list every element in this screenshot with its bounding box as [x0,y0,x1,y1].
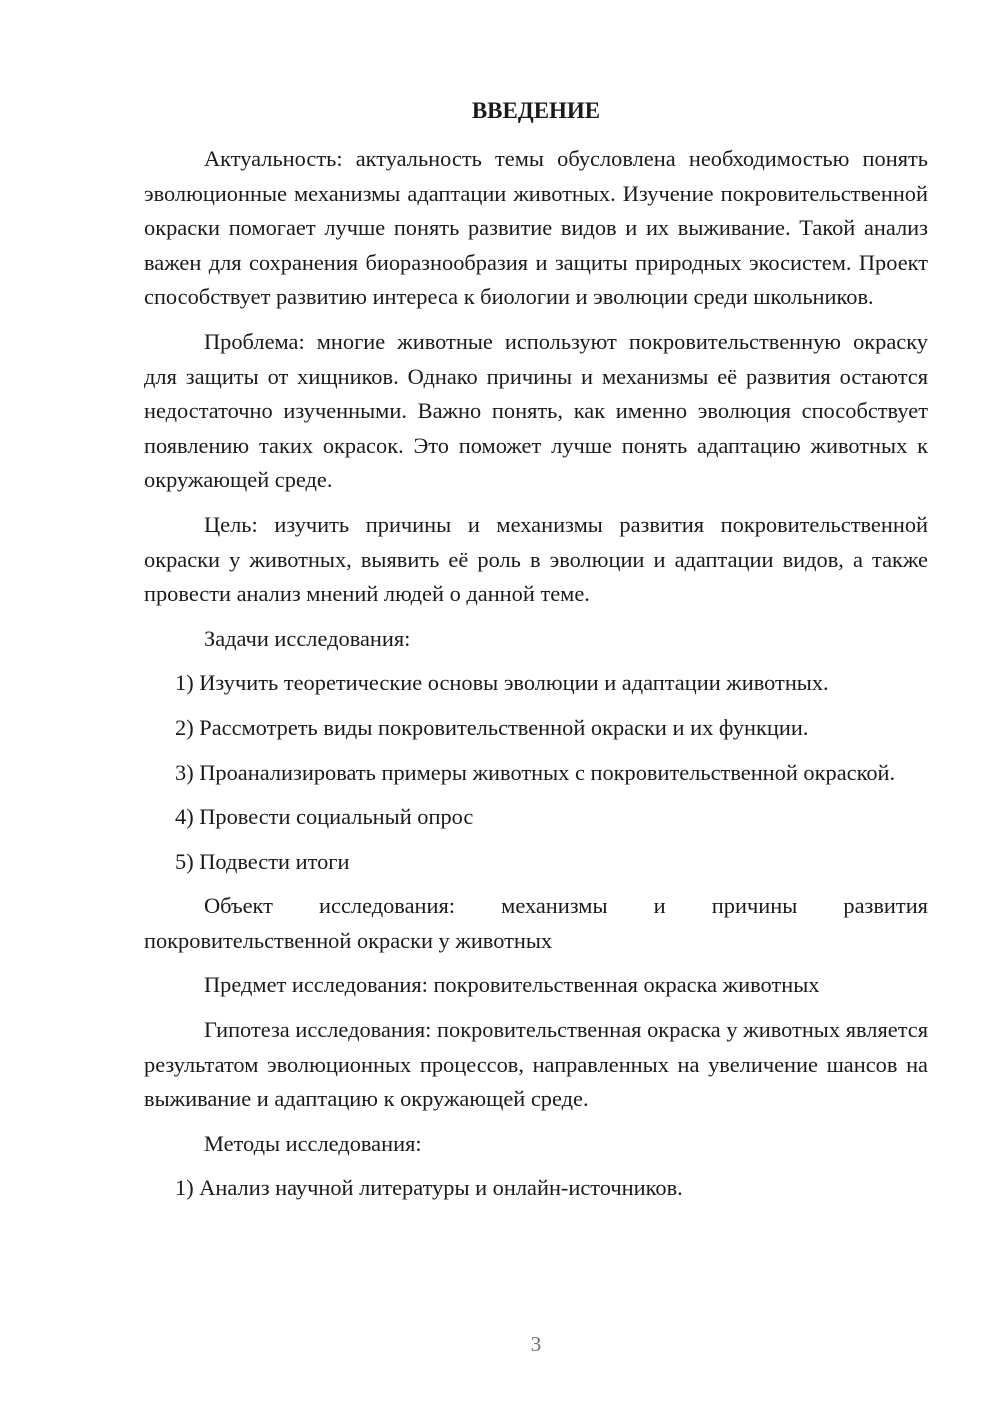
problem-paragraph: Проблема: многие животные используют покровительственную окраску для защиты от хищников. Однако причины и механизмы её развития остаются недостаточно изученными. Важно понять, как именно эволюция способствует появлению таких окрасок. Это поможет лучше понять адаптацию животных к окружающей среде. [144,328,928,493]
page-number: 3 [530,1332,542,1356]
method-item-1: 1) Анализ научной литературы и онлайн-источников. [175,1175,683,1201]
subject-paragraph: Предмет исследования: покровительственная окраска животных [204,972,820,998]
hypothesis-paragraph: Гипотеза исследования: покровительственная окраска у животных является результатом эволюционных процессов, направленных на увеличение шансов на выживание и адаптацию к окружающей среде. [144,1017,928,1112]
body-text [144,142,928,1216]
task-item-2: 2) Рассмотреть виды покровительственной окраски и их функции. [175,714,809,740]
task-item-4: 4) Провести социальный опрос [175,804,474,830]
goal-paragraph: Цель: изучить причины и механизмы развития покровительственной окраски у животных, выявить её роль в эволюции и адаптации видов, а также провести анализ мнений людей о данной теме. [144,511,928,607]
methods-heading: Методы исследования: [204,1130,422,1156]
object-paragraph: Объект исследования: механизмы и причины развития покровительственной окраски у животных [144,893,928,953]
task-item-5: 5) Подвести итоги [175,848,350,874]
task-item-3: 3) Проанализировать примеры животных с покровительственной окраской. [175,759,896,785]
task-item-1: 1) Изучить теоретические основы эволюции и адаптации животных. [175,670,829,696]
tasks-heading: Задачи исследования: [204,625,411,651]
page-title: ВВЕДЕНИЕ [471,98,601,123]
relevance-paragraph: Актуальность: актуальность темы обусловлена необходимостью понять эволюционные механизмы адаптации животных. Изучение покровительственной окраски помогает лучше понять развитие видов и их выживание. Такой анализ важен для сохранения биоразнообразия и защиты природных экосистем. Проект способствует развитию интереса к биологии и эволюции среди школьников. [144,146,928,310]
